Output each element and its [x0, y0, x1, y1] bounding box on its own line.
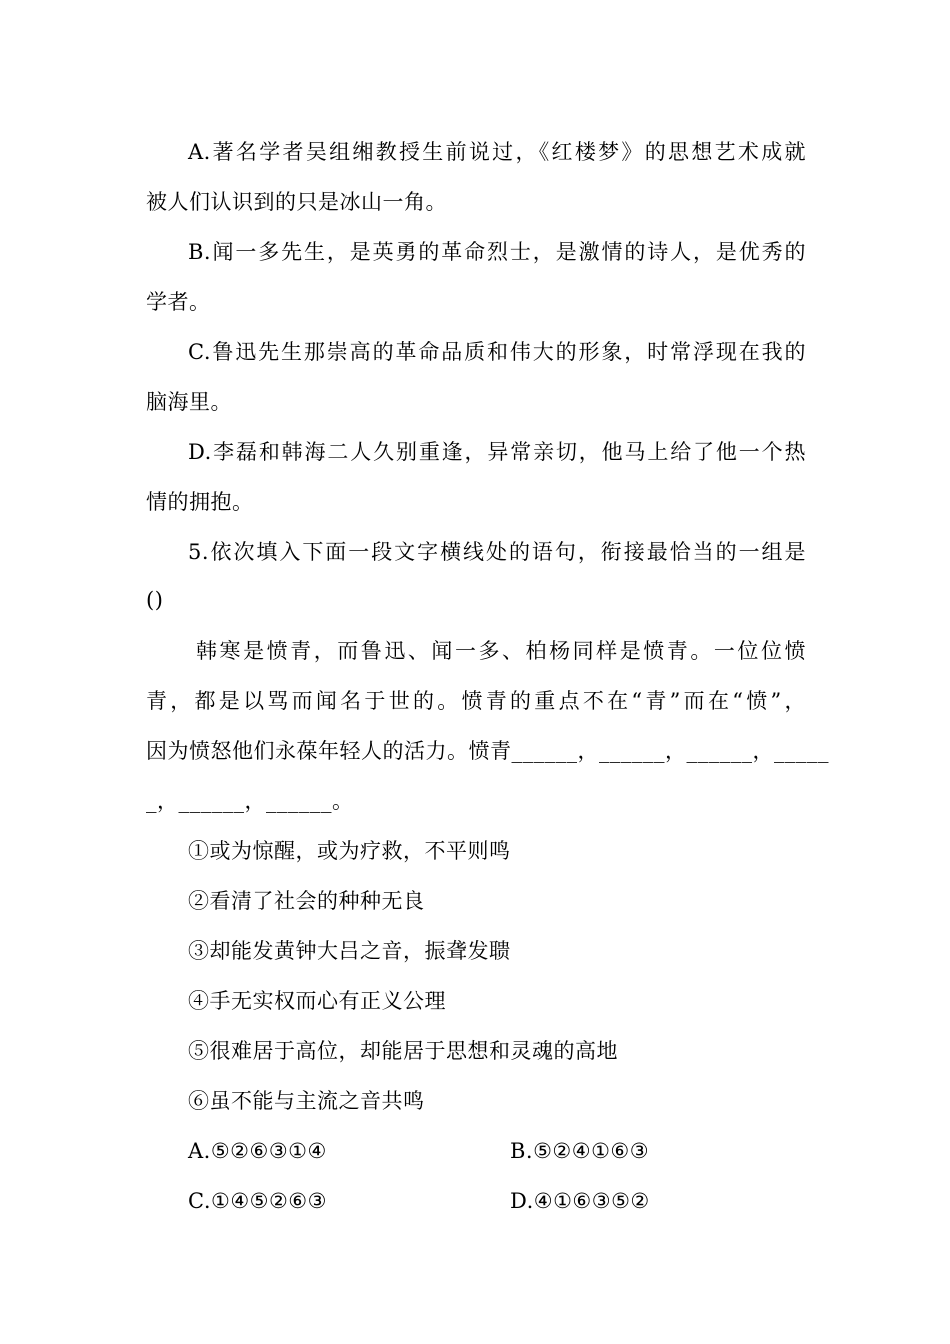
option-d-line-2: 情的拥抱。	[146, 490, 254, 514]
sentence-item-1: ①或为惊醒，或为疗救，不平则鸣	[188, 839, 511, 863]
sentence-item-4: ④手无实权而心有正义公理	[188, 989, 446, 1013]
option-d-line-1: D.李磊和韩海二人久别重逢，异常亲切，他马上给了他一个热	[188, 440, 806, 464]
sentence-item-2: ②看清了社会的种种无良	[188, 889, 425, 913]
question-5-stem-line-1: 5.依次填入下面一段文字横线处的语句，衔接最恰当的一组是	[188, 540, 806, 564]
sentence-item-5: ⑤很难居于高位，却能居于思想和灵魂的高地	[188, 1039, 618, 1063]
question-5-stem-line-2: ()	[146, 588, 164, 612]
option-b-line-2: 学者。	[146, 290, 211, 314]
option-b-line-1: B.闻一多先生，是英勇的革命烈士，是激情的诗人，是优秀的	[188, 240, 806, 264]
passage-line-3: 因为愤怒他们永葆年轻人的活力。愤青______，______，______，_____	[146, 739, 829, 763]
sentence-item-6: ⑥虽不能与主流之音共鸣	[188, 1089, 425, 1113]
choice-c: C.①④⑤②⑥③	[188, 1189, 327, 1213]
choice-b: B.⑤②④①⑥③	[510, 1139, 650, 1163]
choice-d: D.④①⑥③⑤②	[510, 1189, 650, 1213]
sentence-item-3: ③却能发黄钟大吕之音，振聋发聩	[188, 939, 511, 963]
option-c-line-2: 脑海里。	[146, 390, 232, 414]
option-a-line-2: 被人们认识到的只是冰山一角。	[146, 190, 447, 214]
passage-line-2: 青，都是以骂而闻名于世的。愤青的重点不在“青”而在“愤”，	[146, 689, 806, 713]
choice-a: A.⑤②⑥③①④	[188, 1139, 327, 1163]
option-a-line-1: A.著名学者吴组缃教授生前说过，《红楼梦》的思想艺术成就	[188, 140, 806, 164]
passage-line-4: _，______，______。	[146, 789, 354, 813]
passage-line-1: 韩寒是愤青，而鲁迅、闻一多、柏杨同样是愤青。一位位愤	[196, 639, 806, 663]
option-c-line-1: C.鲁迅先生那崇高的革命品质和伟大的形象，时常浮现在我的	[188, 340, 806, 364]
